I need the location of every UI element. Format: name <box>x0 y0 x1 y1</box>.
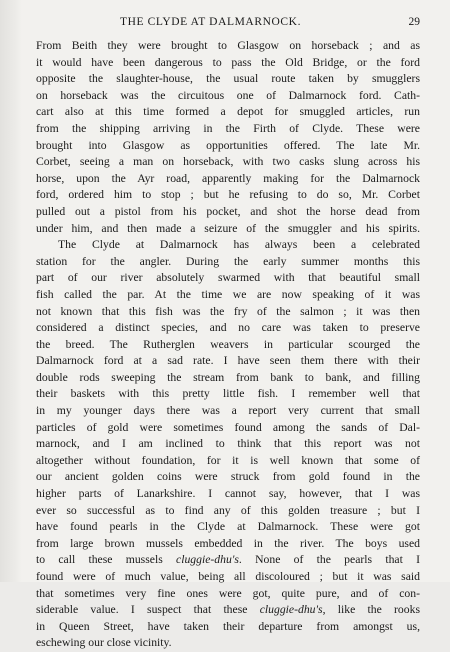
text-line: fish called the par. At the time we are now speaking of it was <box>36 287 420 301</box>
text-line: in Queen Street, have taken their departure from amongst us, <box>36 619 420 633</box>
text-line: horse, upon the Ayr road, apparently making for the Dalmarnock <box>36 171 420 185</box>
text-line: found were of much value, being all discoloured ; but it was said <box>36 570 420 583</box>
text-line: altogether without foundation, for it is well known that some of <box>36 453 420 467</box>
page-header <box>36 16 420 32</box>
text-line: double rods sweeping the stream from bank to bank, and filling <box>36 370 420 384</box>
text-line: The Clyde at Dalmarnock has always been a celebrated <box>58 238 420 252</box>
text-line: in my younger days there was a report very current that small <box>36 404 420 418</box>
text-segment: , like the rooks <box>322 603 420 617</box>
text-line-cluggie-suspect <box>36 602 420 619</box>
text-line: higher parts of Lanarkshire. I cannot say, however, that I was <box>36 487 420 501</box>
text-line: from the shipping arriving in the Firth of Clyde. These were <box>36 121 420 135</box>
text-line: ford, ordered him to stop ; but he refusing to do so, Mr. Corbet <box>36 188 420 202</box>
text-line: their baskets with this pretty little fish. I remember well that <box>36 387 420 401</box>
text-line: have found pearls in the Clyde at Dalmarnock. These were got <box>36 520 420 534</box>
text-line: eschewing our close vicinity. <box>36 636 172 650</box>
text-line: particles of gold were sometimes found among the sands of Dal- <box>36 420 420 434</box>
text-line: our ancient golden coins were struck from gold found in the <box>36 470 420 484</box>
paragraph-angling <box>36 237 420 652</box>
text-line: opposite the slaughter-house, the usual route taken by smugglers <box>36 72 420 86</box>
text-line: not known that this fish was the fry of the salmon ; it was then <box>36 304 420 318</box>
paragraph-smuggling <box>36 38 420 237</box>
text-line: brought into Glasgow as opportunities offered. The late Mr. <box>36 138 420 152</box>
text-line: ever so successful as to find any of this golden treasure ; but I <box>36 503 420 517</box>
text-line: cart also at this time formed a depot for smuggled articles, run <box>36 105 420 119</box>
text-line: part of our river absolutely swarmed with that beautiful small <box>36 271 420 285</box>
text-line: considered a distinct species, and no care was taken to preserve <box>36 321 420 335</box>
text-line: From Beith they were brought to Glasgow on horseback ; and as <box>36 39 420 52</box>
text-line: from large brown mussels embedded in the river. The boys used <box>36 536 420 550</box>
text-line: marnock, and I am inclined to think that this report was not <box>36 437 420 451</box>
text-line: station for the angler. During the early summer months this <box>36 254 420 268</box>
running-title: THE CLYDE AT DALMARNOCK. <box>120 16 302 28</box>
text-line: pulled out a pistol from his pocket, and shot the horse dead from <box>36 204 420 218</box>
body-text <box>36 38 420 652</box>
text-line: Corbet, seeing a man on horseback, with two casks slung across his <box>36 155 420 169</box>
text-line: on horseback was the circuitous one of Dalmarnock ford. Cath- <box>36 88 420 102</box>
text-line-cluggie-call <box>36 552 420 569</box>
text-segment: to call these mussels <box>36 553 177 567</box>
text-line: that sometimes very fine ones were got, quite pure, and of con- <box>36 586 420 600</box>
text-line: the breed. The Rutherglen weavers in particular scourged the <box>36 337 420 351</box>
italic-term: cluggie-dhu's <box>176 553 239 567</box>
page-number: 29 <box>408 16 420 28</box>
text-segment: . None of the pearls that I <box>238 553 420 567</box>
italic-term: cluggie-dhu's <box>259 603 323 617</box>
text-line: under him, and then made a seizure of the smuggler and his spirits. <box>36 221 420 235</box>
text-line: it would have been dangerous to pass the Old Bridge, or the ford <box>36 55 420 69</box>
text-line: Dalmarnock ford at a sad rate. I have seen them there with their <box>36 354 420 368</box>
page-gutter-shadow <box>0 0 22 582</box>
text-segment: siderable value. I suspect that these <box>36 603 260 617</box>
